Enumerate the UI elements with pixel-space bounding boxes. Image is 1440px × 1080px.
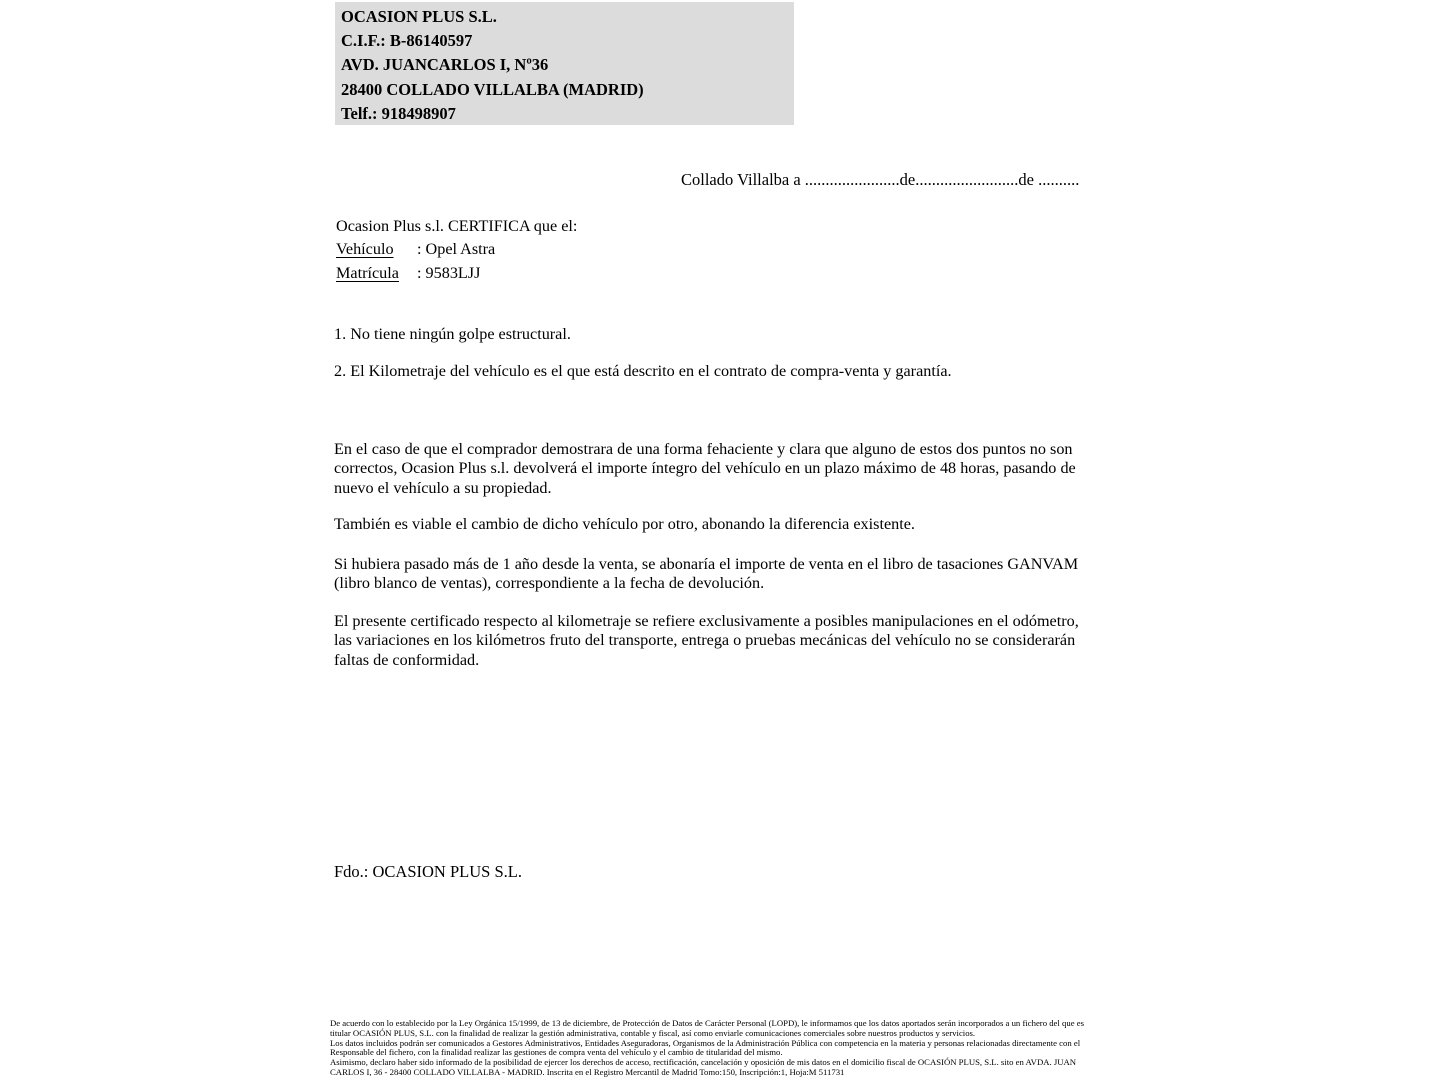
vehicle-field-separator: : (417, 240, 426, 259)
legal-paragraph-lopd: De acuerdo con lo establecido por la Ley Orgánica 15/1999, de 13 de diciembre, de Protección de Datos de Carácter Personal (LOPD), le informamos que los datos aportados serán incorporados a un fichero del que es titular OCASIÓN PLUS, S.L. con la finalidad de realizar la gestión administrativa, contable y fiscal, así como enviarle comunicaciones comerciales sobre nuestros productos y servicios. (330, 1018, 1084, 1038)
legal-paragraph-data-sharing: Los datos incluidos podrán ser comunicados a Gestores Administrativos, Entidades Aseguradoras, Organismos de la Administración Pública con competencia en la materia y personas relacionadas directamente con el Responsable del fichero, con la finalidad realizar las gestiones de compra venta del vehículo y el cambio de titularidad del mismo. (330, 1037, 1081, 1058)
vehicle-field-row (336, 238, 577, 261)
date-blank-line: Collado Villalba a .......................de.........................de .......... (681, 170, 1080, 189)
paragraph-odometer: El presente certificado respecto al kilometraje se refiere exclusivamente a posibles manipulaciones en el odómetro, las variaciones en los kilómetros fruto del transporte, entrega o pruebas mecánicas del vehículo no se considerarán faltas de conformidad. (334, 612, 1079, 669)
paragraph-ganvam: Si hubiera pasado más de 1 año desde la venta, se abonaría el importe de venta en el libro de tasaciones GANVAM (libro blanco de ventas), correspondiente a la fecha de devolución. (334, 555, 1079, 593)
company-cif: C.I.F.: B-86140597 (341, 31, 473, 51)
point-2: 2. El Kilometraje del vehículo es el que está descrito en el contrato de compra-venta y garantía. (334, 362, 952, 380)
certificate-block (336, 215, 577, 285)
vehicle-field-value: Opel Astra (425, 240, 496, 259)
company-header-box (335, 2, 794, 125)
legal-paragraph-rights: Asimismo, declaro haber sido informado de la posibilidad de ejercer los derechos de acceso, rectificación, cancelación y oposición de mis datos en el domicilio fiscal de OCASIÓN PLUS, S.L. sito en AVDA. JUAN CARLOS I, 36 - 28400 COLLADO VILLALBA - MADRID. Inscrita en el Registro Mercantil de Madrid Tomo:150, Inscripción:1, Hoja:M 511731 (330, 1057, 1077, 1077)
plate-field-label-wrap (336, 262, 417, 285)
paragraph-exchange: También es viable el cambio de dicho vehículo por otro, abonando la diferencia existente. (334, 515, 915, 533)
company-address: AVD. JUANCARLOS I, Nº36 (341, 55, 549, 75)
plate-field-row (336, 262, 577, 285)
company-city: 28400 COLLADO VILLALBA (MADRID) (341, 79, 644, 99)
company-phone: Telf.: 918498907 (341, 103, 456, 123)
signature-line: Fdo.: OCASION PLUS S.L. (334, 862, 522, 881)
point-1: 1. No tiene ningún golpe estructural. (334, 325, 571, 343)
paragraph-refund: En el caso de que el comprador demostrara de una forma fehaciente y clara que alguno de estos dos puntos no son correctos, Ocasion Plus s.l. devolverá el importe íntegro del vehículo en un plazo máximo de 48 horas, pasando de nuevo el vehículo a su propiedad. (334, 440, 1076, 497)
vehicle-field-label: Vehículo (336, 240, 394, 259)
vehicle-field-label-wrap (336, 238, 417, 261)
plate-field-label: Matrícula (336, 263, 399, 282)
certificate-intro: Ocasion Plus s.l. CERTIFICA que el: (336, 217, 578, 235)
company-name: OCASION PLUS S.L. (341, 7, 497, 26)
plate-field-value: 9583LJJ (425, 263, 481, 282)
legal-fine-print (330, 1019, 1106, 1078)
plate-field-separator: : (417, 263, 426, 282)
